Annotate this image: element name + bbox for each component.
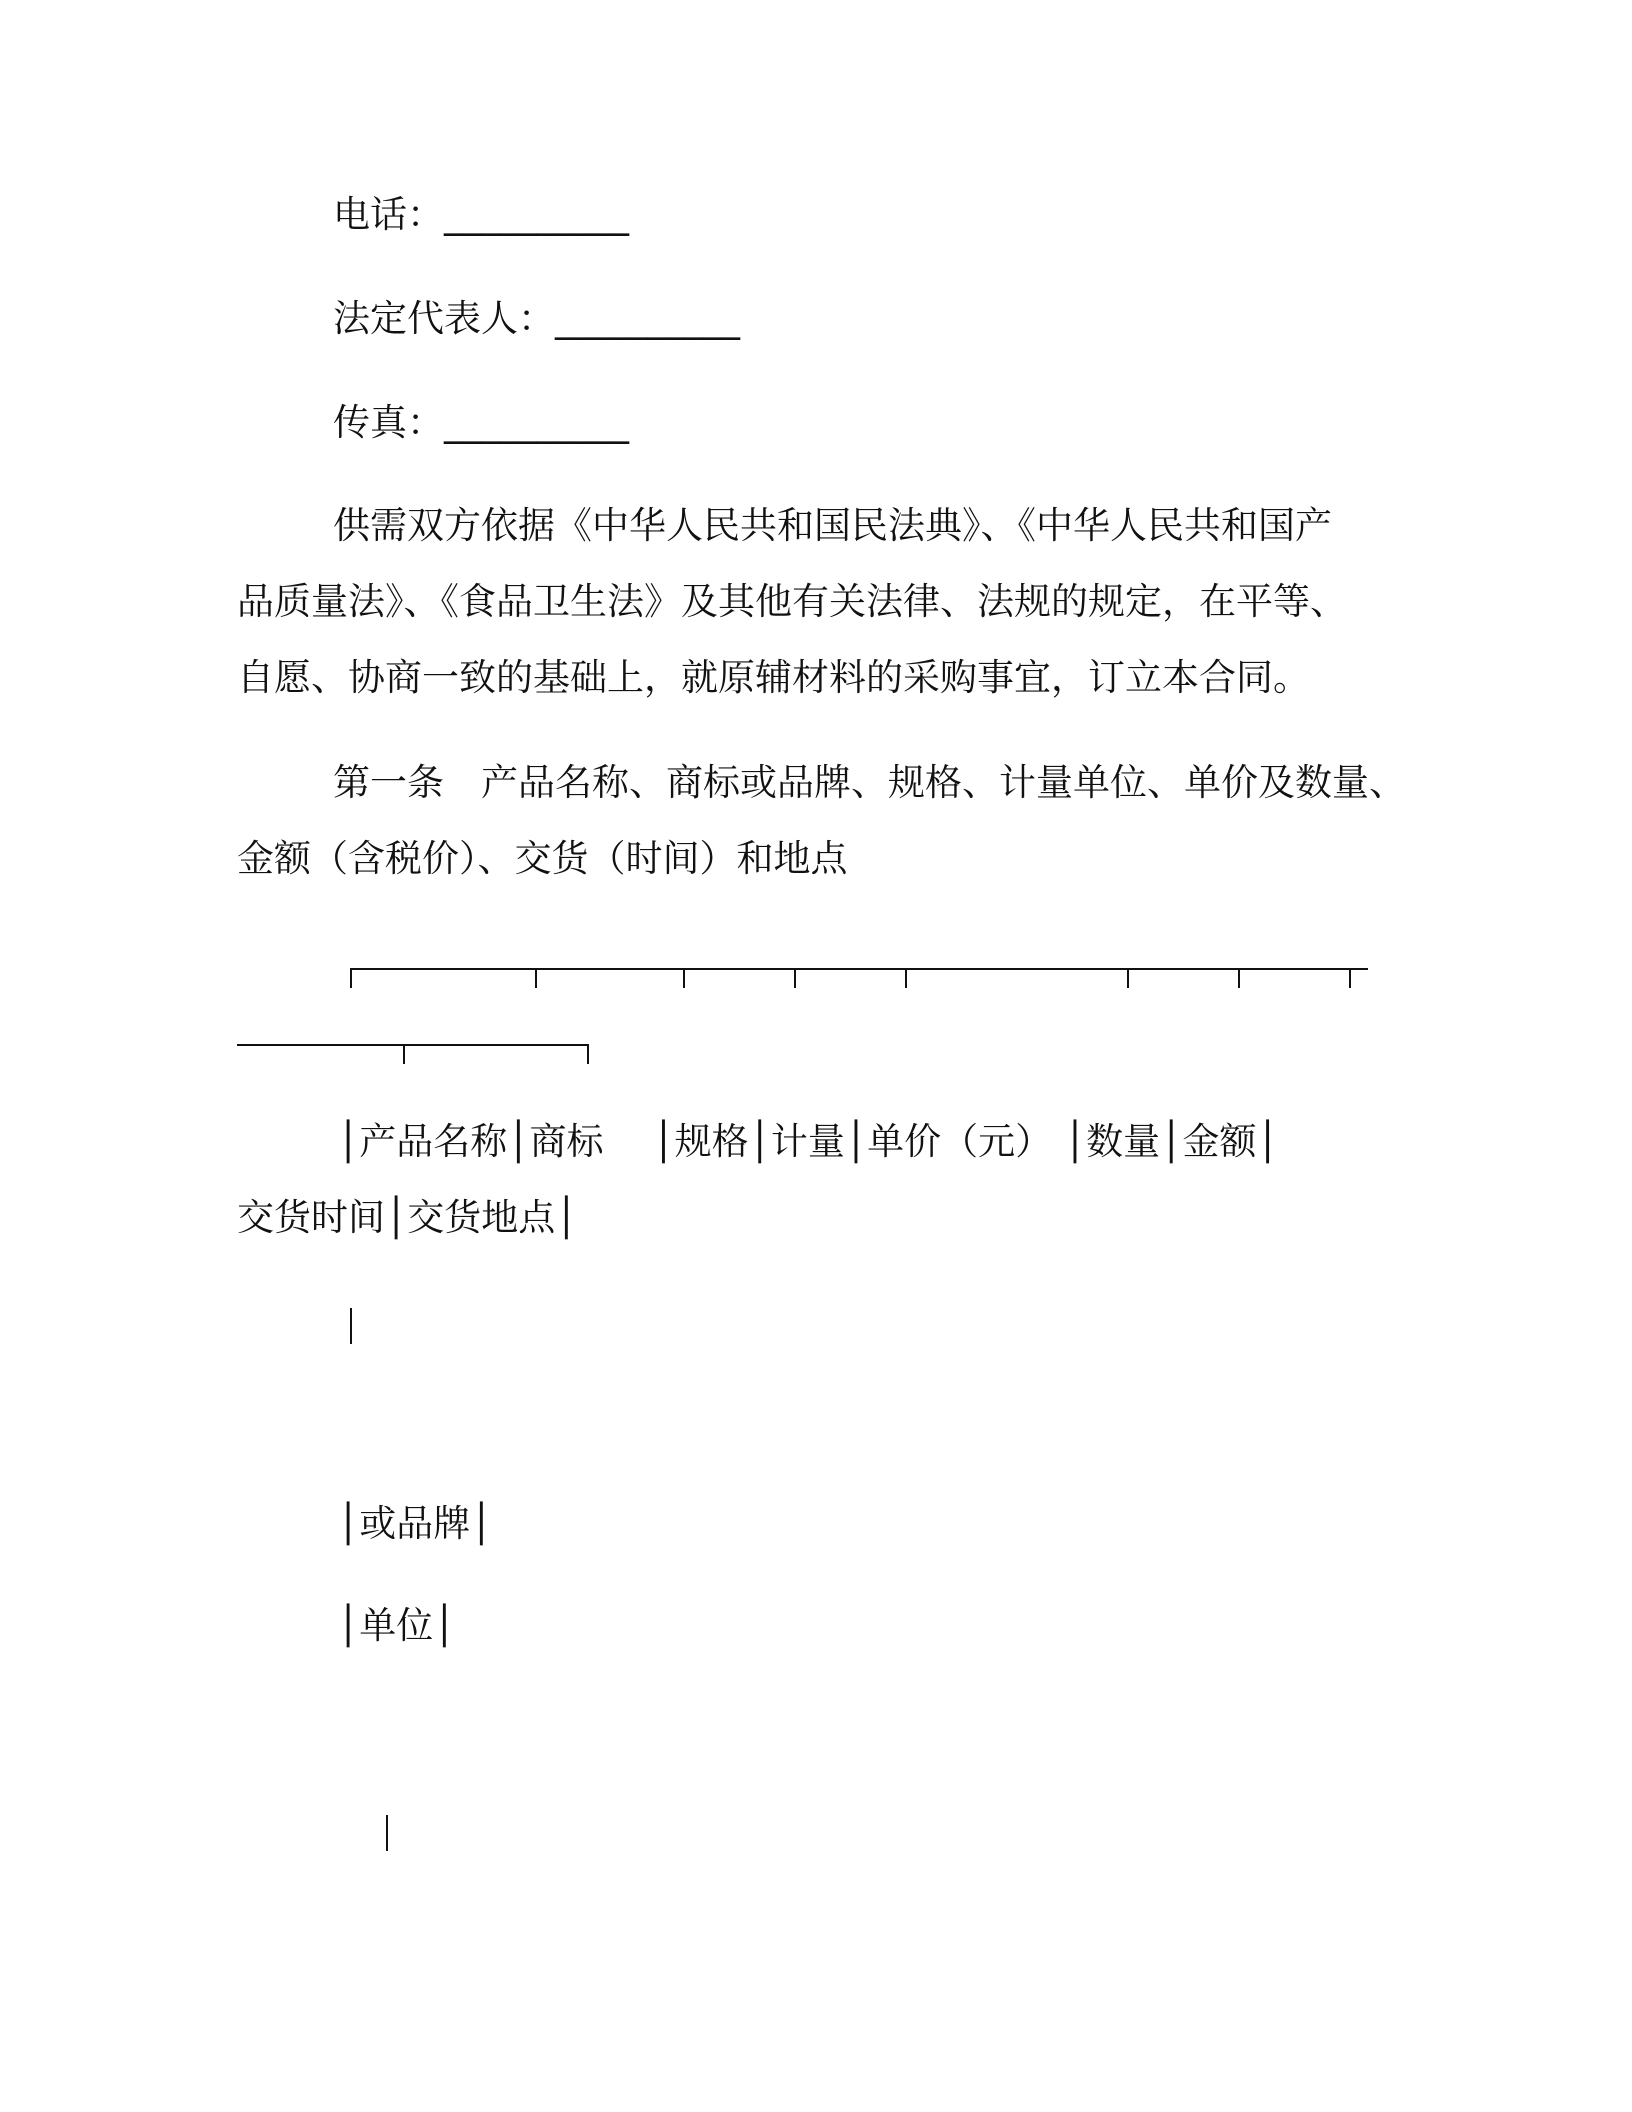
table-cell-brand-continued: │或品牌│ [337, 1502, 493, 1545]
legal-representative-field: 法定代表人：__________ [333, 297, 740, 340]
article-1-heading-line-2: 金额（含税价）、交货（时间）和地点 [237, 837, 848, 880]
table-cell-unit-continued: │单位│ [337, 1604, 456, 1647]
table-cell-divider [350, 1308, 352, 1344]
intro-paragraph-line-2: 品质量法》、《食品卫生法》及其他有关法律、法规的规定，在平等、 [237, 580, 1347, 623]
article-1-heading-line-1: 第一条 产品名称、商标或品牌、规格、计量单位、单价及数量、 [333, 761, 1406, 804]
table-cell-divider [386, 1815, 388, 1851]
fax-field: 传真：__________ [333, 401, 629, 444]
table-header-row: │产品名称│商标 │规格│计量│单价（元） │数量│金额│ [337, 1120, 1279, 1163]
intro-paragraph-line-3: 自愿、协商一致的基础上，就原辅材料的采购事宜，订立本合同。 [237, 656, 1310, 699]
intro-paragraph-line-1: 供需双方依据《中华人民共和国民法典》、《中华人民共和国产 [333, 504, 1332, 547]
table-header-row-continued: 交货时间│交货地点│ [237, 1196, 578, 1239]
phone-field: 电话：__________ [333, 193, 629, 236]
